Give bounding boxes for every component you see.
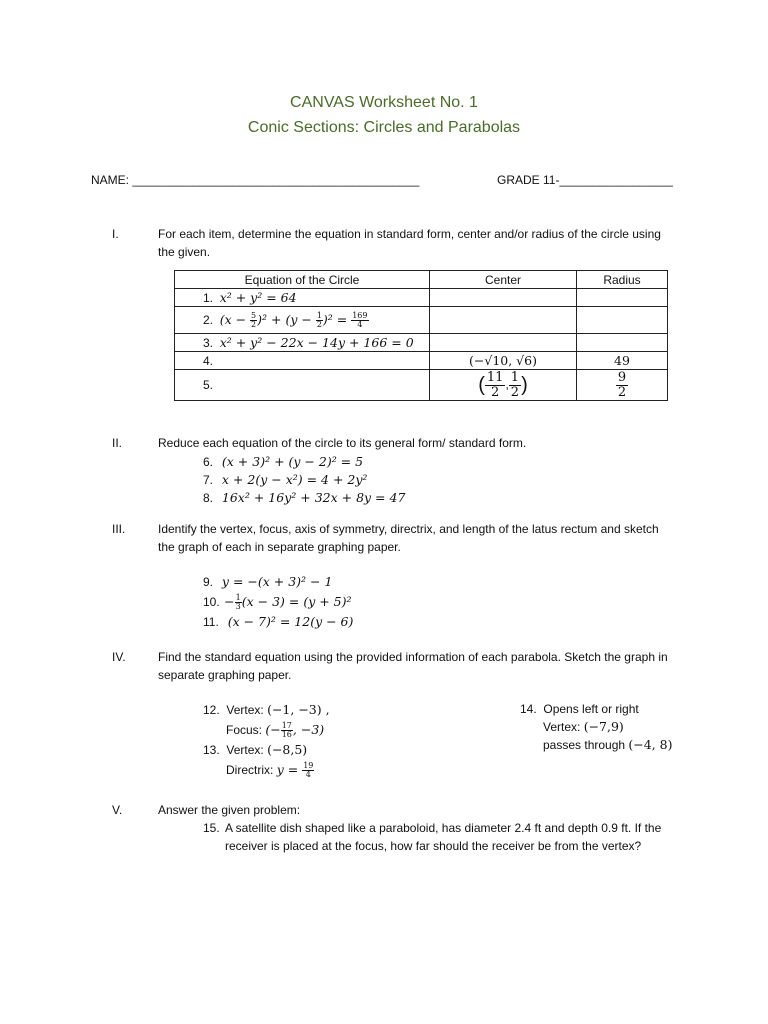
row-number: 3. — [203, 336, 214, 350]
center-cell: ( $\frac{11}{2}$ , $\frac{1}{2}$ ) — [430, 370, 577, 401]
part5-instruction: Answer the given problem: — [158, 803, 301, 817]
part2-instruction: Reduce each equation of the circle to its general form/ standard form. — [158, 436, 527, 450]
equation: x² + y² − 22x − 14y + 166 = 0 — [219, 335, 414, 350]
list-item: 6. (x + 3)² + (y − 2)² = 5 — [203, 454, 364, 469]
item-12-13 — [203, 700, 423, 780]
item-15 — [203, 819, 673, 855]
part1-numeral: I. — [112, 227, 119, 241]
radius-cell — [577, 334, 668, 352]
radius-cell — [577, 289, 668, 307]
equation: x² + y² = 64 — [219, 290, 297, 305]
table-header-row — [175, 271, 668, 289]
list-item: Vertex: (−7,9) — [543, 719, 624, 734]
table-row — [175, 352, 668, 370]
list-item: 8. 16x² + 16y² + 32x + 8y = 47 — [203, 490, 406, 505]
radius-value: 49 — [614, 353, 630, 368]
name-field: NAME: ___________________________________________ — [91, 173, 420, 187]
part2-numeral: II. — [112, 436, 123, 450]
list-item: 14. Opens left or right — [520, 702, 639, 716]
center-cell — [430, 352, 577, 370]
row-number: 5. — [203, 378, 214, 392]
table-row — [175, 370, 668, 401]
list-item: 13. Vertex: (−8,5) — [203, 742, 308, 757]
part3-list — [203, 572, 353, 632]
table-row — [175, 307, 668, 334]
equation-cell — [175, 334, 430, 352]
part4-numeral: IV. — [112, 650, 126, 664]
part3-instruction: Identify the vertex, focus, axis of symmetry, directrix, and length of the latus rectum and sketch the graph of each in separate graphing paper. — [158, 522, 659, 554]
radius-cell — [577, 307, 668, 334]
center-cell — [430, 307, 577, 334]
list-item: Directrix: y = $\frac{19}{4}$ — [226, 761, 314, 779]
list-item: passes through (−4, 8) — [543, 737, 673, 752]
list-item: 9. y = −(x + 3)² − 1 — [203, 574, 333, 589]
part1-instruction: For each item, determine the equation in standard form, center and/or radius of the circle using the given. — [158, 227, 661, 259]
part4-instruction: Find the standard equation using the provided information of each parabola. Sketch the graph in separate graphing paper. — [158, 650, 668, 682]
equation: (x − $\frac{5}{2}$ )² + (y − $\frac{1}{2}$ )² = $\frac{169}{4}$ — [219, 310, 368, 329]
list-item: 11. (x − 7)² = 12(y − 6) — [203, 614, 354, 629]
part5-numeral: V. — [112, 803, 123, 817]
header-radius: Radius — [577, 271, 668, 289]
grade-field: GRADE 11-_________________ — [497, 173, 673, 187]
row-number: 4. — [203, 353, 214, 368]
row-number: 1. — [203, 291, 214, 305]
list-item: Focus: (− $\frac{17}{16}$ , −3) — [226, 721, 325, 739]
part2-list — [203, 453, 405, 507]
equation-cell — [175, 289, 430, 307]
list-item: 10. − $\frac{1}{3}$ (x − 3) = (y + 5)² — [203, 593, 352, 611]
item-14 — [520, 701, 750, 754]
equation-cell — [175, 307, 430, 334]
row-number: 2. — [203, 312, 214, 327]
item-15-text: A satellite dish shaped like a paraboloid, has diameter 2.4 ft and depth 0.9 ft. If the receiver is placed at the focus, how far should the receiver be from the vertex? — [225, 821, 662, 853]
worksheet-subtitle: Conic Sections: Circles and Parabolas — [247, 119, 521, 136]
part3-numeral: III. — [112, 522, 126, 536]
equation-cell — [175, 352, 430, 370]
radius-cell: $\frac{9}{2}$ — [577, 370, 668, 401]
table-row — [175, 289, 668, 307]
item-15-number: 15. — [203, 821, 220, 835]
radius-cell — [577, 352, 668, 370]
worksheet-title: CANVAS Worksheet No. 1 — [290, 94, 478, 111]
list-item: 7. x + 2(y − x²) = 4 + 2y² — [203, 472, 368, 487]
header-center: Center — [430, 271, 577, 289]
list-item: 12. Vertex: (−1, −3) , — [203, 702, 330, 717]
circle-table — [174, 270, 668, 401]
equation-cell — [175, 370, 430, 401]
table-row — [175, 334, 668, 352]
header-equation: Equation of the Circle — [175, 271, 430, 289]
center-cell — [430, 334, 577, 352]
center-cell — [430, 289, 577, 307]
center-value: (−√10, √6) — [469, 353, 537, 368]
